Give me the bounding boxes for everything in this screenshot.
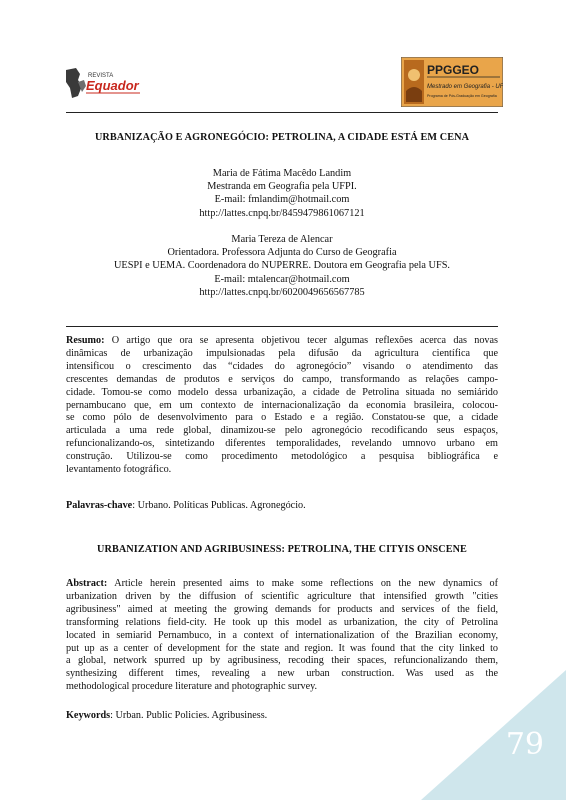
author-affiliation: Mestranda em Geografia pela UFPI. bbox=[207, 181, 357, 193]
author-email: E-mail: fmlandim@hotmail.com bbox=[214, 194, 350, 206]
author-name: Maria de Fátima Macêdo Landim bbox=[212, 168, 352, 179]
section-rule bbox=[66, 326, 498, 327]
author-name: Maria Tereza de Alencar bbox=[231, 234, 333, 245]
article-title-pt: URBANIZAÇÃO E AGRONEGÓCIO: PETROLINA, A CIDADE ESTÁ EM CENA bbox=[94, 132, 470, 143]
palavras-chave: Palavras-chave: Urbano. Políticas Publicas. Agronegócio. bbox=[66, 500, 306, 511]
page-number: 79 bbox=[505, 727, 544, 762]
svg-text:Programa de Pós-Graduação em G: Programa de Pós-Graduação em Geografia bbox=[427, 94, 497, 98]
keywords-label: Keywords bbox=[66, 710, 111, 721]
author-lattes: http://lattes.cnpq.br/8459479861067121 bbox=[199, 207, 365, 219]
resumo-label: Resumo: bbox=[66, 335, 105, 346]
author-block-2 bbox=[66, 233, 498, 299]
author-role: Orientadora. Professora Adjunta do Curso de Geografia bbox=[167, 247, 397, 259]
author-lattes: http://lattes.cnpq.br/6020049656567785 bbox=[199, 286, 365, 298]
article-title-en: URBANIZATION AND AGRIBUSINESS: PETROLINA, THE CITYIS ONSCENE bbox=[97, 544, 467, 555]
header-rule bbox=[66, 112, 498, 113]
ppggeo-logo bbox=[401, 57, 503, 107]
author-block-1 bbox=[66, 167, 498, 220]
svg-text:REVISTA: REVISTA bbox=[88, 73, 114, 79]
svg-text:PPGGEO: PPGGEO bbox=[427, 63, 480, 77]
abstract-label: Abstract: bbox=[66, 578, 108, 589]
author-affiliation: UESPI e UEMA. Coordenadora do NUPERRE. Doutora em Geografia pela UFS. bbox=[113, 260, 451, 272]
palavras-chave-label: Palavras-chave bbox=[66, 500, 133, 511]
resumo-paragraph: Resumo: O artigo que ora se apresenta objetivou tecer algumas reflexões acerca das novas dinâmicas de urbanização impulsionadas pela difusão da agricultura científica que intensificou o crescimento das “cidades do agronegócio” visando o atendimento das crescentes demandas de produtos e serviços do campo, transformando as relações campo- cidade. Tomou-se como modelo dessa urbanização, a cidade de Petrolina situada no semiárido pernambucano que, em um contexto de internacionalização da economia brasileira, colocou- se como pólo de desenvolvimento para o Estado e a região. Constatou-se que, a cidade articulada a uma rede global, dinamizou-se pelo agronegócio recodificando seus espaços, refuncionalizando-os, sintetizando diferentes temporalidades, revelando umnovo urbano em construção. Utilizou-se como procedimento metodológico a pesquisa bibliográfica e levantamento fotográfico. bbox=[66, 335, 498, 476]
svg-text:Equador: Equador bbox=[86, 78, 139, 93]
svg-text:Mestrado em Geografia - UFPI: Mestrado em Geografia - UFPI bbox=[427, 84, 503, 90]
revista-equador-logo bbox=[62, 66, 144, 100]
abstract-paragraph: Abstract: Article herein presented aims to make some reflections on the new dynamics of urbanization driven by the diffusion of scientific agriculture that intensified growth "cities agribusiness" aimed at meeting the growing demands for products and services of the field, transforming relations field-city. He took up this model as urbanization, the city of Petrolina located in semiarid Pernambuco, in a context of internationalization of the Brazilian economy, put up as a center of development for the state and region. It was found that the city linked to a global, network spurred up by agribusiness, recoding their spaces, refuncionalizando them, synthesizing different times, revealing a new urban construction. Was used as the methodological procedure literature and photographic survey. bbox=[66, 578, 498, 693]
author-email: E-mail: mtalencar@hotmail.com bbox=[214, 273, 350, 285]
keywords: Keywords: Urban. Public Policies. Agribusiness. bbox=[66, 710, 268, 721]
